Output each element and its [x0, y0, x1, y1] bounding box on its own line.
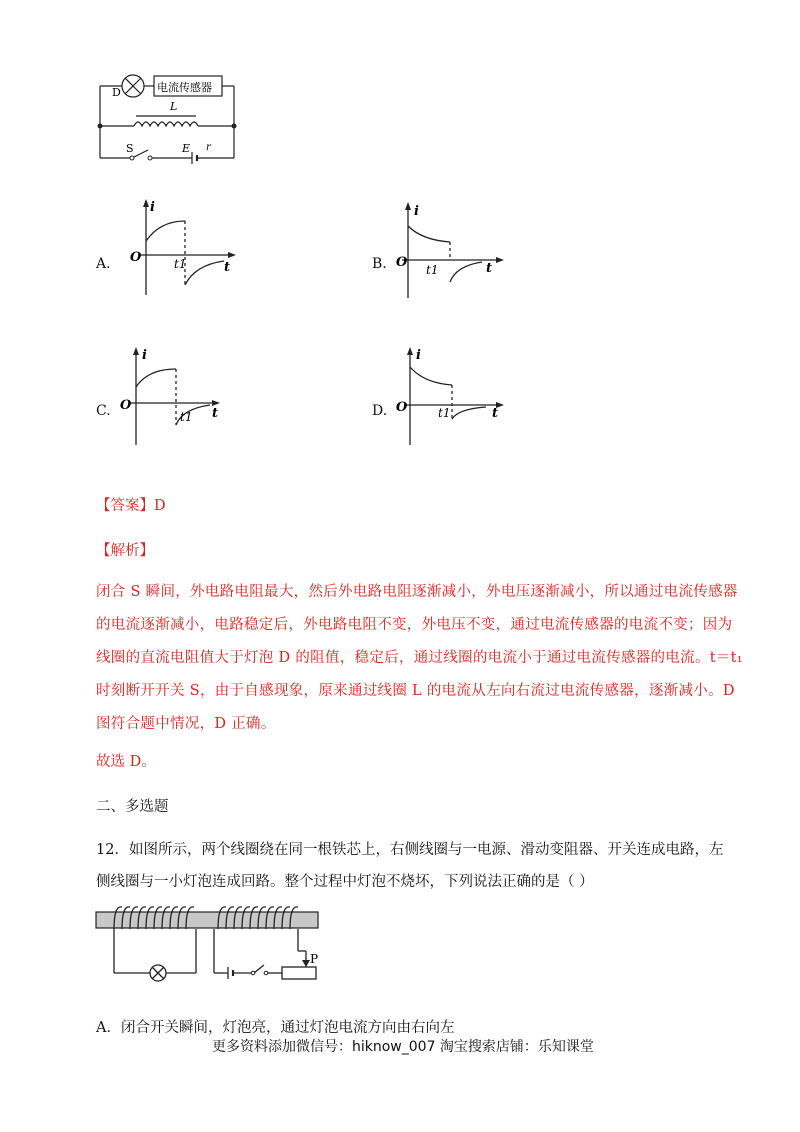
sensor-label: 电流传感器 [157, 81, 212, 94]
t1-label: t1 [426, 263, 439, 277]
origin-label: O [396, 400, 408, 415]
lamp-label: D [112, 86, 121, 99]
footer-note: 更多资料添加微信号：hiknow_007 淘宝搜索店铺：乐知课堂 [212, 1039, 594, 1055]
origin-label: O [396, 255, 408, 270]
axis-t-label: t [492, 406, 499, 421]
axis-i-label: i [416, 348, 421, 363]
axis-t-label: t [486, 261, 493, 276]
axis-t-label: t [212, 406, 219, 421]
r-label: r [206, 142, 211, 153]
answer-value: D [154, 498, 166, 514]
question-12-stem [96, 834, 723, 898]
rheostat-p-label: P [310, 952, 319, 966]
answer-line [96, 496, 166, 516]
axis-t-label: t [224, 260, 231, 275]
option-a-label: A. [96, 256, 111, 272]
switch-label: S [126, 142, 134, 155]
option-d-label: D. [372, 403, 388, 419]
t1-label: t1 [180, 410, 193, 424]
graph-option-a [120, 195, 240, 300]
analysis-line: 线圈的直流电阻值大于灯泡 D 的阻值，稳定后，通过线圈的电流小于通过电流传感器的电流。t＝t₁ [96, 650, 743, 666]
coil-label: L [170, 100, 178, 113]
analysis-label: 【解析】 [96, 543, 154, 559]
analysis-line: 图符合题中情况，D 正确。 [96, 716, 276, 732]
question-line: 侧线圈与一小灯泡连成回路。整个过程中灯泡不烧坏，下列说法正确的是（ ） [96, 874, 594, 890]
question-line: 12．如图所示，两个线圈绕在同一根铁芯上，右侧线圈与一电源、滑动变阻器、开关连成电路，左 [96, 842, 724, 858]
axis-i-label: i [414, 204, 419, 219]
t1-label: t1 [438, 406, 451, 420]
two-coil-iron-core-figure [92, 905, 324, 990]
t1-label: t1 [174, 257, 187, 271]
circuit-diagram-self-inductance [92, 70, 242, 170]
analysis-paragraph [96, 576, 743, 741]
analysis-line: 时刻断开开关 S，由于自感现象，原来通过线圈 L 的电流从左向右流过电流传感器，逐渐减小。D [96, 683, 735, 699]
answer-label: 【答案】 [96, 498, 154, 514]
origin-label: O [130, 250, 142, 265]
question-12-option-a: A．闭合开关瞬间，灯泡亮，通过灯泡电流方向由右向左 [96, 1020, 455, 1036]
option-b-label: B. [372, 256, 387, 272]
graph-option-b [392, 198, 512, 303]
section-title: 二、多选题 [96, 799, 169, 815]
emf-label: E [182, 142, 191, 155]
axis-i-label: i [150, 200, 155, 215]
origin-label: O [120, 398, 132, 413]
analysis-conclusion: 故选 D。 [96, 754, 156, 770]
graph-option-c [112, 345, 232, 450]
axis-i-label: i [142, 348, 147, 363]
graph-option-d [392, 345, 512, 450]
analysis-line: 的电流逐渐减小，电路稳定后，外电路电阻不变，外电压不变，通过电流传感器的电流不变；因为 [96, 617, 733, 633]
analysis-line: 闭合 S 瞬间，外电路电阻最大，然后外电路电阻逐渐减小，外电压逐渐减小，所以通过电流传感器 [96, 584, 738, 600]
option-c-label: C. [96, 403, 111, 419]
